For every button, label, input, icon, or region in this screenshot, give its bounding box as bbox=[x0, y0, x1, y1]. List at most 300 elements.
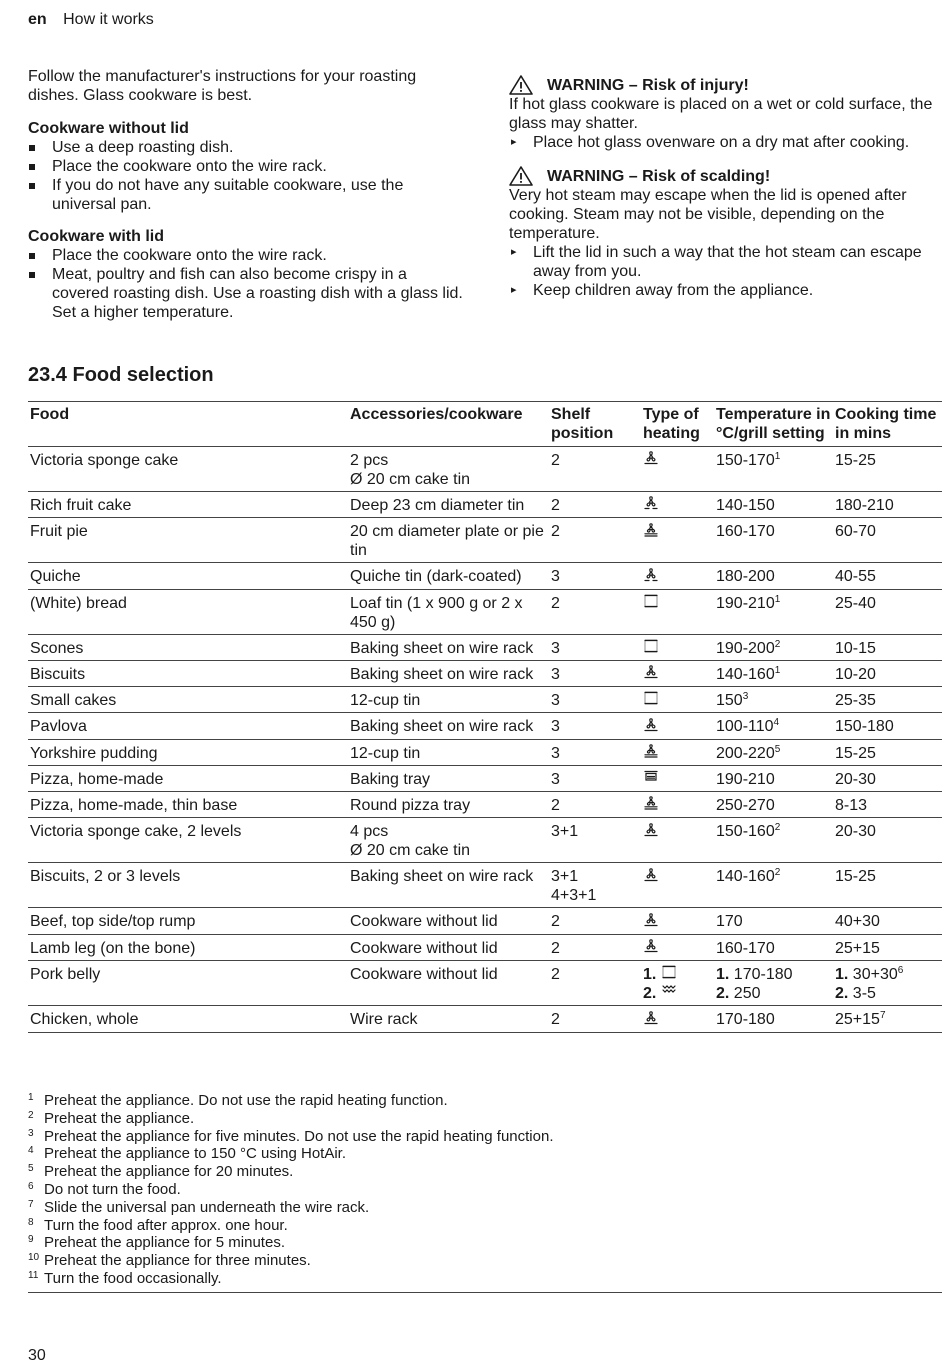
footnote-number: 10 bbox=[28, 1252, 40, 1264]
shelf-cell bbox=[549, 447, 641, 492]
footnote-text: Preheat the appliance for three minutes. bbox=[44, 1252, 311, 1270]
footnote-number: 6 bbox=[28, 1180, 34, 1192]
table-row bbox=[28, 863, 942, 908]
shelf-cell bbox=[549, 492, 641, 518]
temperature-cell bbox=[714, 589, 833, 634]
top-bottom-heating-icon bbox=[643, 691, 659, 710]
top-bottom-heating-icon bbox=[643, 639, 659, 658]
shelf-cell bbox=[549, 792, 641, 818]
heating-cell bbox=[641, 492, 714, 518]
warning-triangle-icon bbox=[509, 166, 533, 186]
shelf-value: 2 bbox=[551, 452, 560, 469]
accessories-cell bbox=[348, 863, 549, 908]
table-row bbox=[28, 713, 942, 739]
pizza-setting-icon bbox=[643, 744, 659, 763]
footnote bbox=[28, 1145, 942, 1163]
hotair-icon bbox=[643, 665, 659, 684]
footnote-text: Preheat the appliance. bbox=[44, 1109, 195, 1127]
table-row bbox=[28, 960, 942, 1006]
step-number: 2. bbox=[835, 984, 849, 1002]
footnote-ref: 2 bbox=[774, 638, 781, 650]
pizza-setting-icon bbox=[643, 523, 659, 542]
table-row bbox=[28, 908, 942, 934]
footnote bbox=[28, 1234, 942, 1252]
shelf-value: 3+1 bbox=[551, 868, 579, 886]
shelf-value: 3 bbox=[551, 692, 560, 710]
shelf-cell bbox=[549, 818, 641, 863]
footnote-number: 2 bbox=[28, 1109, 34, 1121]
footnote-number: 8 bbox=[28, 1216, 34, 1228]
time-step-2 bbox=[835, 984, 940, 1003]
with-lid-list bbox=[28, 246, 468, 322]
shelf-value: 4+3+1 bbox=[551, 887, 597, 905]
circulating-air-grill-icon bbox=[643, 770, 659, 789]
shelf-cell bbox=[549, 713, 641, 739]
accessories-cell bbox=[348, 687, 549, 713]
cooking-time-cell bbox=[833, 447, 942, 492]
temperature-cell bbox=[714, 713, 833, 739]
table-row bbox=[28, 634, 942, 660]
temperature-cell bbox=[714, 934, 833, 960]
pizza-setting-icon bbox=[643, 796, 659, 815]
accessories-cell bbox=[348, 908, 549, 934]
footnote bbox=[28, 1252, 942, 1270]
without-lid-list bbox=[28, 138, 468, 214]
temperature-cell bbox=[714, 1006, 833, 1032]
footnote-text: Turn the food after approx. one hour. bbox=[44, 1216, 288, 1234]
hotair-gentle-icon bbox=[643, 496, 659, 515]
time-value: 8-13 bbox=[835, 797, 868, 815]
temperature-value: 160-170 bbox=[716, 523, 775, 541]
time-value: 25+15 bbox=[835, 1011, 880, 1029]
accessory-line: Round pizza tray bbox=[350, 797, 471, 815]
time-value: 40+30 bbox=[835, 913, 880, 931]
accessories-cell bbox=[348, 634, 549, 660]
table-row bbox=[28, 563, 942, 589]
step-number: 1. bbox=[716, 965, 730, 983]
footnote-text: Preheat the appliance to 150 °C using HotAir. bbox=[44, 1145, 347, 1163]
cooking-time-cell bbox=[833, 1006, 942, 1032]
accessory-line: 4 pcs bbox=[350, 823, 389, 841]
temperature-cell bbox=[714, 563, 833, 589]
accessory-line: Loaf tin (1 x 900 g or 2 x 450 g) bbox=[350, 594, 523, 631]
temperature-value: 190-210 bbox=[716, 770, 775, 788]
hotair-icon bbox=[643, 868, 659, 887]
heating-step-1 bbox=[643, 965, 712, 984]
temperature-value: 190-200 bbox=[716, 639, 775, 657]
footnotes bbox=[28, 1092, 942, 1293]
footnote-text: Preheat the appliance for 20 minutes. bbox=[44, 1163, 294, 1181]
heating-cell bbox=[641, 589, 714, 634]
accessories-cell bbox=[348, 492, 549, 518]
food-selection-table bbox=[28, 401, 942, 1033]
column-header-accessories: Accessories/cookware bbox=[348, 402, 549, 447]
shelf-cell bbox=[549, 1006, 641, 1032]
accessory-line: Baking sheet on wire rack bbox=[350, 718, 534, 736]
footnote-ref: 1 bbox=[774, 593, 781, 605]
table-row bbox=[28, 492, 942, 518]
table-row bbox=[28, 765, 942, 791]
footnote-number: 5 bbox=[28, 1163, 34, 1175]
accessories-cell bbox=[348, 1006, 549, 1032]
accessory-line: Ø 20 cm cake tin bbox=[350, 842, 471, 860]
footnote-number: 4 bbox=[28, 1145, 34, 1157]
grill-icon bbox=[661, 984, 677, 1003]
table-row bbox=[28, 739, 942, 765]
temperature-value: 100-110 bbox=[716, 718, 774, 736]
cooking-time-cell bbox=[833, 713, 942, 739]
accessories-cell bbox=[348, 934, 549, 960]
section-name: How it works bbox=[63, 11, 154, 28]
cooking-time-cell bbox=[833, 739, 942, 765]
shelf-value: 3 bbox=[551, 568, 560, 586]
footnote-text: Turn the food occasionally. bbox=[44, 1269, 222, 1287]
footnote bbox=[28, 1199, 942, 1217]
accessory-line: Baking sheet on wire rack bbox=[350, 639, 534, 657]
food-cell: Quiche bbox=[28, 563, 348, 589]
cooking-time-cell bbox=[833, 492, 942, 518]
temperature-value: 190-210 bbox=[716, 594, 775, 612]
shelf-value: 2 bbox=[551, 594, 560, 612]
food-cell: Fruit pie bbox=[28, 518, 348, 563]
hotair-icon bbox=[643, 913, 659, 932]
heating-cell bbox=[641, 908, 714, 934]
footnote-ref: 6 bbox=[897, 964, 904, 976]
hotair-icon bbox=[643, 823, 659, 842]
warning-triangle-icon bbox=[509, 75, 533, 95]
list-item: ▸ Lift the lid in such a way that the hot steam can escape away from you. bbox=[509, 243, 941, 281]
temperature-value: 140-150 bbox=[716, 497, 775, 514]
table-row bbox=[28, 518, 942, 563]
temperature-value: 250 bbox=[733, 984, 761, 1002]
shelf-value: 2 bbox=[551, 1011, 560, 1029]
heating-step-2 bbox=[643, 984, 712, 1003]
time-value: 30+30 bbox=[852, 965, 898, 983]
temperature-cell bbox=[714, 447, 833, 492]
temperature-value: 200-220 bbox=[716, 744, 775, 762]
shelf-cell bbox=[549, 563, 641, 589]
footnote-ref: 1 bbox=[774, 451, 781, 462]
shelf-value: 2 bbox=[551, 497, 560, 514]
table-header-row bbox=[28, 402, 942, 447]
accessories-cell bbox=[348, 765, 549, 791]
accessory-line: Baking sheet on wire rack bbox=[350, 868, 534, 886]
intro-text: Follow the manufacturer's instructions for your roasting dishes. Glass cookware is best. bbox=[28, 68, 417, 104]
warnings bbox=[509, 75, 941, 300]
heating-cell bbox=[641, 739, 714, 765]
food-cell: Pavlova bbox=[28, 713, 348, 739]
heating-cell bbox=[641, 960, 714, 1006]
shelf-value: 3 bbox=[551, 718, 560, 736]
food-cell: Beef, top side/top rump bbox=[28, 908, 348, 934]
accessory-line: 12-cup tin bbox=[350, 744, 421, 762]
footnote-number: 11 bbox=[28, 1269, 39, 1281]
list-item: Place the cookware onto the wire rack. bbox=[28, 157, 468, 176]
temperature-value: 160-170 bbox=[716, 939, 775, 957]
temperature-cell bbox=[714, 634, 833, 660]
heating-cell bbox=[641, 518, 714, 563]
footnote-ref: 5 bbox=[774, 743, 781, 755]
food-cell: Small cakes bbox=[28, 687, 348, 713]
step-number: 2. bbox=[643, 985, 657, 1003]
cooking-time-cell bbox=[833, 960, 942, 1006]
time-value: 150-180 bbox=[835, 718, 894, 736]
heating-cell bbox=[641, 563, 714, 589]
accessory-line: Deep 23 cm diameter tin bbox=[350, 497, 525, 514]
shelf-cell bbox=[549, 908, 641, 934]
cooking-time-cell bbox=[833, 818, 942, 863]
footnote-ref: 2 bbox=[774, 867, 781, 879]
time-value: 20-30 bbox=[835, 823, 876, 841]
warning-injury-title: WARNING – Risk of injury! bbox=[509, 75, 941, 95]
temperature-value: 170-180 bbox=[716, 1011, 775, 1029]
page-header bbox=[28, 10, 154, 29]
food-cell: Victoria sponge cake bbox=[28, 447, 348, 492]
footnote-text: Slide the universal pan underneath the wire rack. bbox=[44, 1198, 370, 1216]
accessories-cell bbox=[348, 713, 549, 739]
accessories-cell bbox=[348, 447, 549, 492]
shelf-value: 2 bbox=[551, 939, 560, 957]
temperature-value: 250-270 bbox=[716, 797, 775, 815]
time-value: 3-5 bbox=[852, 984, 876, 1002]
shelf-cell bbox=[549, 765, 641, 791]
cooking-time-cell bbox=[833, 792, 942, 818]
food-cell: Chicken, whole bbox=[28, 1006, 348, 1032]
list-item: ▸ Keep children away from the appliance. bbox=[509, 281, 941, 300]
shelf-value: 3 bbox=[551, 744, 560, 762]
accessories-cell bbox=[348, 589, 549, 634]
footnote-text: Preheat the appliance for five minutes. Do not use the rapid heating function. bbox=[44, 1127, 554, 1145]
hotair-icon bbox=[643, 939, 659, 958]
warning-injury-text: If hot glass cookware is placed on a wet or cold surface, the glass may shatter. bbox=[509, 96, 933, 132]
footnote-ref: 2 bbox=[774, 822, 781, 834]
list-item: Place the cookware onto the wire rack. bbox=[28, 246, 468, 265]
footnote bbox=[28, 1270, 942, 1288]
footnote-text: Do not turn the food. bbox=[44, 1180, 181, 1198]
shelf-cell bbox=[549, 960, 641, 1006]
temperature-value: 150-170 bbox=[716, 452, 775, 469]
accessory-line: Cookware without lid bbox=[350, 939, 498, 957]
footnote bbox=[28, 1163, 942, 1181]
temperature-cell bbox=[714, 792, 833, 818]
shelf-cell bbox=[549, 634, 641, 660]
accessory-line: Cookware without lid bbox=[350, 913, 498, 931]
accessory-line: 12-cup tin bbox=[350, 692, 421, 710]
time-value: 25+15 bbox=[835, 939, 880, 957]
temperature-value: 150 bbox=[716, 692, 743, 710]
footnote bbox=[28, 1110, 942, 1128]
footnote-ref: 3 bbox=[742, 691, 749, 703]
food-cell: Yorkshire pudding bbox=[28, 739, 348, 765]
food-cell: Lamb leg (on the bone) bbox=[28, 934, 348, 960]
step-number: 1. bbox=[835, 965, 849, 983]
shelf-cell bbox=[549, 863, 641, 908]
food-cell: Victoria sponge cake, 2 levels bbox=[28, 818, 348, 863]
shelf-value: 3 bbox=[551, 770, 560, 788]
time-value: 15-25 bbox=[835, 744, 876, 762]
food-cell: Pizza, home-made, thin base bbox=[28, 792, 348, 818]
accessories-cell bbox=[348, 563, 549, 589]
accessories-cell bbox=[348, 960, 549, 1006]
accessory-line: Baking sheet on wire rack bbox=[350, 665, 534, 683]
shelf-value: 3 bbox=[551, 665, 560, 683]
food-cell: (White) bread bbox=[28, 589, 348, 634]
temperature-step-1 bbox=[716, 965, 831, 984]
table-row bbox=[28, 934, 942, 960]
temperature-cell bbox=[714, 492, 833, 518]
footnote bbox=[28, 1217, 942, 1235]
warning-scalding-steps bbox=[509, 243, 941, 300]
column-header-time: Cooking time in mins bbox=[833, 402, 942, 447]
shelf-value: 3 bbox=[551, 639, 560, 657]
accessory-line: Quiche tin (dark-coated) bbox=[350, 568, 522, 586]
shelf-value: 2 bbox=[551, 965, 560, 983]
temperature-cell bbox=[714, 960, 833, 1006]
temperature-cell bbox=[714, 518, 833, 563]
temperature-value: 140-160 bbox=[716, 868, 775, 886]
food-cell: Biscuits bbox=[28, 660, 348, 686]
temperature-cell bbox=[714, 908, 833, 934]
time-step-1 bbox=[835, 965, 940, 984]
temperature-cell bbox=[714, 660, 833, 686]
accessory-line: Cookware without lid bbox=[350, 965, 498, 983]
section-title: 23.4 Food selection bbox=[28, 364, 214, 386]
heating-cell bbox=[641, 765, 714, 791]
page-number: 30 bbox=[28, 1347, 46, 1364]
accessory-line: 2 pcs bbox=[350, 452, 389, 469]
time-value: 60-70 bbox=[835, 523, 876, 541]
table-row bbox=[28, 660, 942, 686]
cooking-time-cell bbox=[833, 908, 942, 934]
footnote-number: 1 bbox=[28, 1092, 34, 1103]
shelf-cell bbox=[549, 687, 641, 713]
time-value: 15-25 bbox=[835, 452, 876, 469]
time-value: 25-40 bbox=[835, 594, 876, 612]
shelf-value: 2 bbox=[551, 913, 560, 931]
shelf-cell bbox=[549, 934, 641, 960]
heating-cell bbox=[641, 1006, 714, 1032]
language-code: en bbox=[28, 11, 47, 28]
warning-scalding-title: WARNING – Risk of scalding! bbox=[509, 166, 941, 186]
food-cell: Scones bbox=[28, 634, 348, 660]
heating-cell bbox=[641, 634, 714, 660]
footnote-ref: 7 bbox=[879, 1010, 886, 1022]
heating-cell bbox=[641, 792, 714, 818]
temperature-value: 170-180 bbox=[733, 965, 793, 983]
hotair-icon bbox=[643, 451, 659, 470]
accessories-cell bbox=[348, 792, 549, 818]
shelf-value: 2 bbox=[551, 523, 560, 541]
temperature-cell bbox=[714, 739, 833, 765]
table-row bbox=[28, 589, 942, 634]
accessory-line: Baking tray bbox=[350, 770, 431, 788]
table-row bbox=[28, 818, 942, 863]
time-value: 25-35 bbox=[835, 692, 876, 710]
without-lid-heading: Cookware without lid bbox=[28, 120, 189, 137]
cooking-time-cell bbox=[833, 660, 942, 686]
cooking-time-cell bbox=[833, 765, 942, 791]
temperature-value: 170 bbox=[716, 913, 743, 931]
footnote-text: Preheat the appliance for 5 minutes. bbox=[44, 1234, 285, 1252]
accessory-line: Wire rack bbox=[350, 1011, 418, 1029]
list-item: ▸ Place hot glass ovenware on a dry mat after cooking. bbox=[509, 133, 941, 152]
accessories-cell bbox=[348, 518, 549, 563]
footnote-number: 7 bbox=[28, 1198, 34, 1210]
food-cell: Rich fruit cake bbox=[28, 492, 348, 518]
footnote bbox=[28, 1092, 942, 1110]
time-value: 20-30 bbox=[835, 770, 876, 788]
footnote-ref: 4 bbox=[773, 717, 780, 729]
food-cell: Pork belly bbox=[28, 960, 348, 1006]
cooking-time-cell bbox=[833, 518, 942, 563]
temperature-cell bbox=[714, 765, 833, 791]
heating-cell bbox=[641, 863, 714, 908]
footnote bbox=[28, 1181, 942, 1199]
heating-cell bbox=[641, 713, 714, 739]
time-value: 15-25 bbox=[835, 868, 876, 886]
table-row bbox=[28, 687, 942, 713]
cooking-time-cell bbox=[833, 863, 942, 908]
food-cell: Biscuits, 2 or 3 levels bbox=[28, 863, 348, 908]
cooking-time-cell bbox=[833, 589, 942, 634]
heating-cell bbox=[641, 934, 714, 960]
temperature-value: 150-160 bbox=[716, 823, 775, 841]
time-value: 10-15 bbox=[835, 639, 876, 657]
step-number: 1. bbox=[643, 965, 657, 983]
cooking-time-cell bbox=[833, 687, 942, 713]
food-cell: Pizza, home-made bbox=[28, 765, 348, 791]
with-lid-heading: Cookware with lid bbox=[28, 228, 165, 245]
temperature-cell bbox=[714, 818, 833, 863]
footnote-ref: 1 bbox=[774, 664, 781, 676]
list-item: Use a deep roasting dish. bbox=[28, 138, 468, 157]
table-row bbox=[28, 792, 942, 818]
temperature-cell bbox=[714, 863, 833, 908]
cooking-time-cell bbox=[833, 563, 942, 589]
accessory-line: 20 cm diameter plate or pie tin bbox=[350, 523, 544, 560]
shelf-cell bbox=[549, 518, 641, 563]
hotair-gentle-icon bbox=[643, 568, 659, 587]
column-header-food: Food bbox=[28, 402, 348, 447]
temperature-value: 180-200 bbox=[716, 568, 775, 586]
footnote-number: 9 bbox=[28, 1234, 34, 1246]
accessories-cell bbox=[348, 818, 549, 863]
heating-cell bbox=[641, 687, 714, 713]
footnote-number: 3 bbox=[28, 1127, 34, 1139]
heating-cell bbox=[641, 447, 714, 492]
heating-cell bbox=[641, 660, 714, 686]
time-value: 10-20 bbox=[835, 665, 876, 683]
hotair-icon bbox=[643, 1011, 659, 1030]
cooking-time-cell bbox=[833, 634, 942, 660]
top-bottom-heating-icon bbox=[643, 594, 659, 613]
shelf-cell bbox=[549, 739, 641, 765]
warning-scalding-text: Very hot steam may escape when the lid is opened after cooking. Steam may not be visible, depending on the temperature. bbox=[509, 187, 907, 242]
cookware-guidance bbox=[28, 67, 468, 322]
top-bottom-heating-icon bbox=[661, 965, 677, 984]
shelf-cell bbox=[549, 589, 641, 634]
time-value: 40-55 bbox=[835, 568, 876, 586]
warning-injury-steps bbox=[509, 133, 941, 152]
footnote bbox=[28, 1128, 942, 1146]
shelf-value: 3+1 bbox=[551, 823, 579, 841]
table-row bbox=[28, 447, 942, 492]
temperature-step-2 bbox=[716, 984, 831, 1003]
column-header-heating: Type of heating bbox=[641, 402, 714, 447]
temperature-value: 140-160 bbox=[716, 665, 775, 683]
footnote-text: Preheat the appliance. Do not use the rapid heating function. bbox=[44, 1092, 448, 1109]
list-item: If you do not have any suitable cookware, use the universal pan. bbox=[28, 176, 468, 214]
